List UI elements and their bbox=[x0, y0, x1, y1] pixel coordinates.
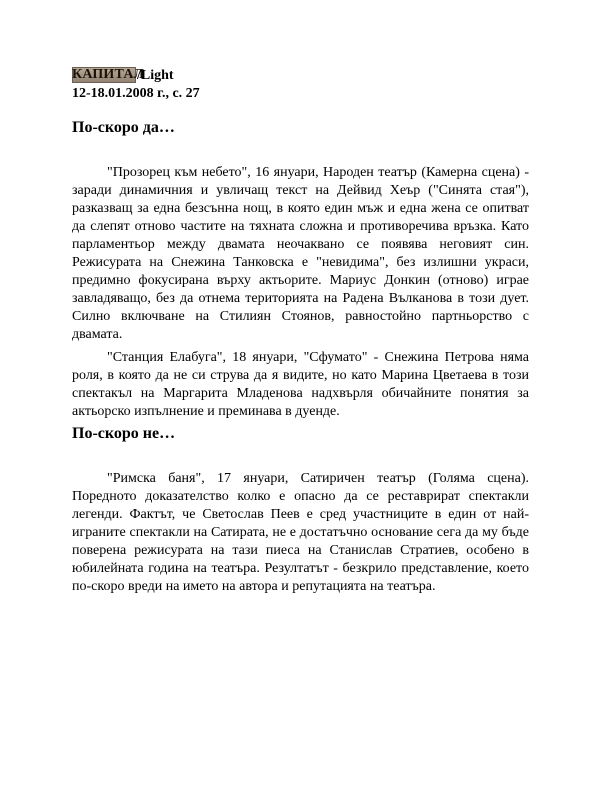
review-paragraph: "Римска баня", 17 януари, Сатиричен театър (Голяма сцена). Поредното доказателство колко е опасно да се реставрират спектакли легенди. Фактът, че Светослав Пеев е сред участниците в един от най-играните спектакли на Сатирата, не е достатъчно основание сега да му бъде поверена режисурата на тази пиеса на Станислав Стратиев, особено в юбилейната година на театъра. Резултатът - безкрило представление, което по-скоро вреди на името на автора и репутацията на театъра. bbox=[72, 471, 529, 594]
section-tag: /Light bbox=[137, 68, 174, 83]
issue-info: 12-18.01.2008 г., с. 27 bbox=[72, 86, 200, 101]
heading-positive: По-скоро да… bbox=[72, 119, 175, 136]
review-paragraph: "Станция Елабуга", 18 януари, "Сфумато" - Снежина Петрова няма роля, в която да не си струва да я видите, но като Марина Цветаева в този спектакъл на Маргарита Младенова надхвърля обичайните понятия за актьорско изпълнение и преминава в дуенде. bbox=[72, 350, 529, 419]
heading-negative: По-скоро не… bbox=[72, 425, 176, 442]
review-paragraph: "Прозорец към небето", 16 януари, Народен театър (Камерна сцена) - заради динамичния и увличащ текст на Дейвид Хеър ("Синята стая"), разказващ за една безсънна нощ, в която един мъж и една жена се опитват да слепят отново частите на тяхната сложна и противоречива връзка. Като парламентьор между двамата неочаквано се появява неговият син. Режисурата на Снежина Танковска е "невидима", без излишни украси, предимно фокусирана върху актьорите. Мариус Донкин (отново) играе завладяващо, без да отнема територията на Радена Вълканова в този дует. Силно включване на Стилиян Стоянов, равностойно партньорство с двамата. bbox=[72, 165, 529, 342]
kapital-logo: КАПИТАЛ bbox=[72, 67, 145, 82]
masthead bbox=[72, 67, 174, 83]
